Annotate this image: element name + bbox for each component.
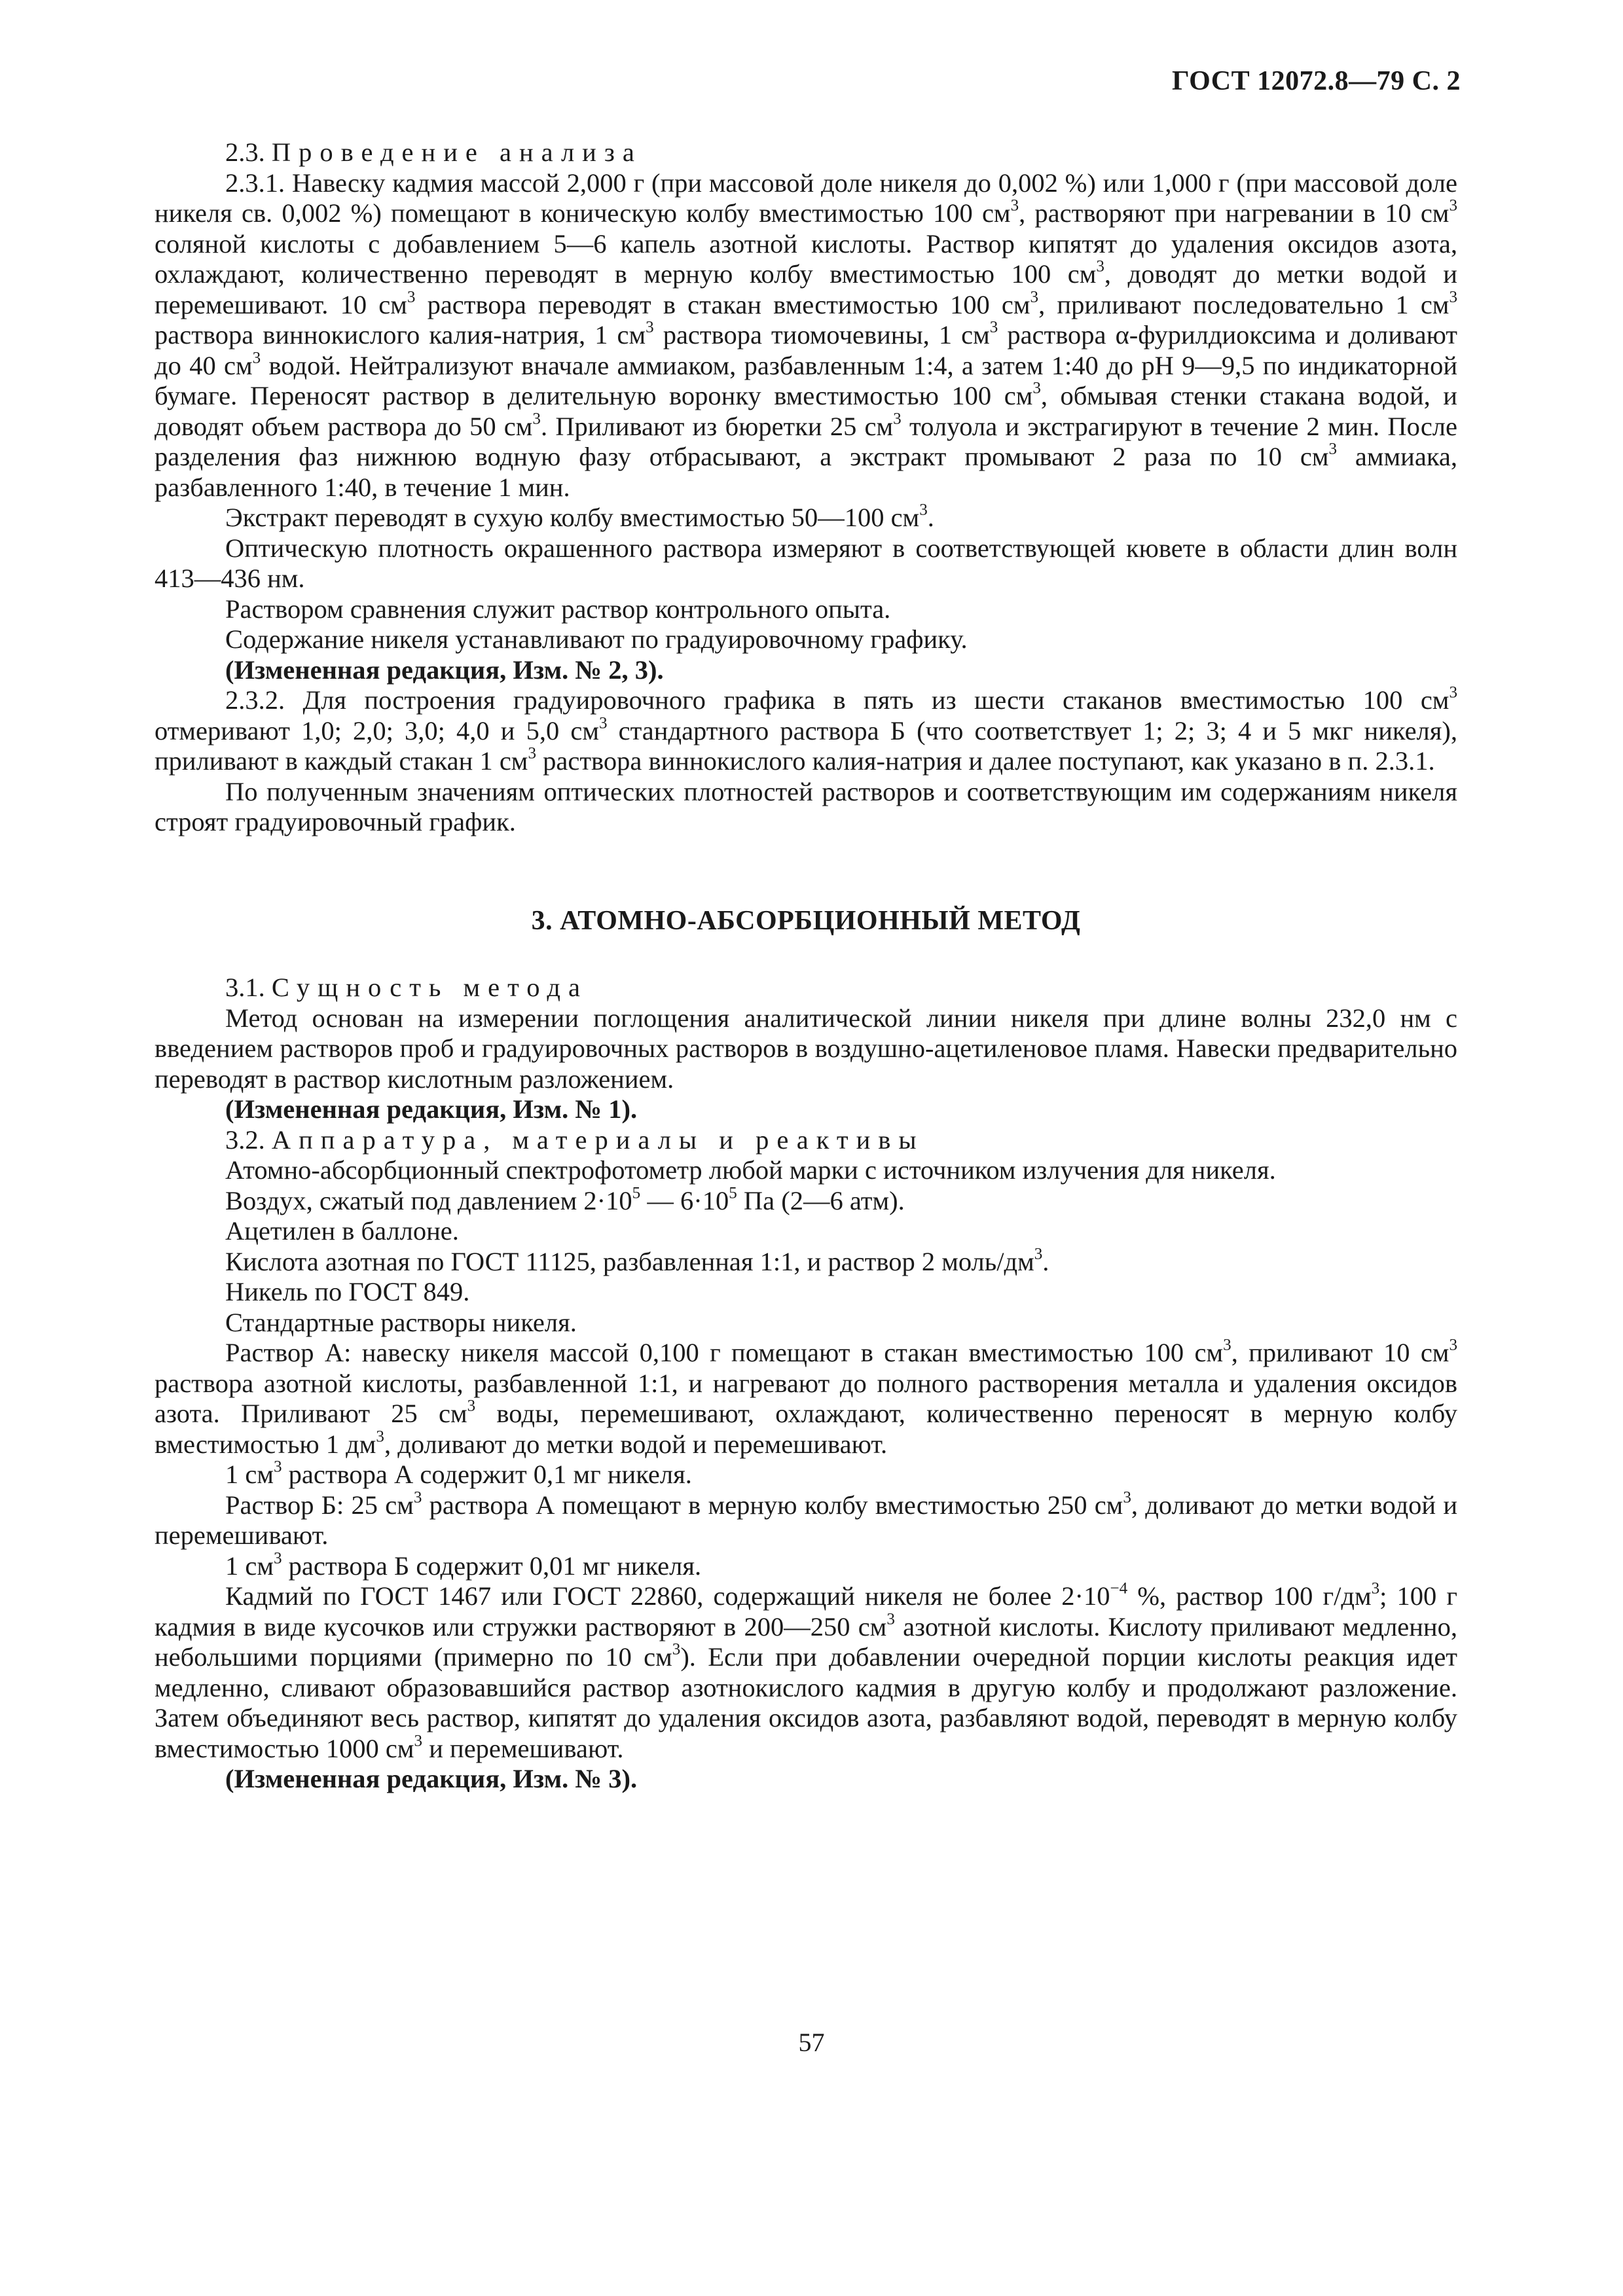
- revision-note-3-2: (Измененная редакция, Изм. № 3).: [225, 1764, 638, 1793]
- subsection-number: 3.2.: [225, 1124, 272, 1155]
- revision-note-2-3: (Измененная редакция, Изм. № 2, 3).: [225, 655, 664, 685]
- paragraph-calibration-graph: По полученным значениям оптических плотностей растворов и соответствующим им содержаниям никеля строят градуировочный график.: [155, 776, 1457, 836]
- subsection-title-2-3: [155, 137, 1457, 168]
- paragraph-nitric-acid: Кислота азотная по ГОСТ 11125, разбавленная 1:1, и раствор 2 моль/$дм^3$.: [225, 1244, 1049, 1276]
- paragraph-solution-a-contains: 1 $см^3$ раствора А содержит 0,1 мг никеля.: [225, 1458, 692, 1489]
- subsection-title-3-1: [155, 973, 1457, 1003]
- subsection-title-3-2: [155, 1125, 1457, 1156]
- paragraph-solution-b: Раствор Б: 25 $см^3$ раствора А помещают в мерную колбу вместимостью 250 $см^3$, доливают до метки водой и перемешивают.: [155, 1488, 1457, 1550]
- paragraph-2-3-2: 2.3.2. Для построения градуировочного графика в пять из шести стаканов вместимостью 100 $см^3$ отмеривают 1,0; 2,0; 3,0; 4,0 и 5,0 $см^3$ стандартного раствора Б (что соответствует 1; 2; 3; 4 и 5 мкг никеля), приливают в каждый стакан 1 $см^3$ раствора виннокислого калия-натрия и далее поступают, как указано в п. 2.3.1.: [155, 683, 1457, 776]
- paragraph-2-3-1: 2.3.1. Навеску кадмия массой 2,000 г (при массовой доле никеля до 0,002 %) или 1,000 г (при массовой доле никеля св. 0,002 %) помещают в коническую колбу вместимостью 100 $см^3$, растворяют при нагревании в 10 $см^3$ соляной кислоты с добавлением 5—6 капель азотной кислоты. Раствор кипятят до удаления оксидов азота, охлаждают, количественно переводят в мерную колбу вместимостью 100 $см^3$, доводят до метки водой и перемешивают. 10 $см^3$ раствора переводят в стакан вместимостью 100 $см^3$, приливают последовательно 1 $см^3$ раствора виннокислого калия-натрия, 1 $см^3$ раствора тиомочевины, 1 $см^3$ раствора α-фурилдиоксима и доливают до 40 $см^3$ водой. Нейтрализуют вначале аммиаком, разбавленным 1:4, а затем 1:40 до рН 9—9,5 по индикаторной бумаге. Переносят раствор в делительную воронку вместимостью 100 $см^3$, обмывая стенки стакана водой, и доводят объем раствора до 50 $см^3$. Приливают из бюретки 25 $см^3$ толуола и экстрагируют в течение 2 мин. После разделения фаз нижнюю водную фазу отбрасывают, а экстракт промывают 2 раза по 10 $см^3$ аммиака, разбавленного 1:40, в течение 1 мин.: [155, 168, 1457, 502]
- running-head: ГОСТ 12072.8—79 С. 2: [1171, 66, 1461, 96]
- paragraph-solution-a: Раствор А: навеску никеля массой 0,100 г помещают в стакан вместимостью 100 $см^3$, приливают 10 $см^3$ раствора азотной кислоты, разбавленной 1:1, и нагревают до полного растворения металла и удаления оксидов азота. Приливают 25 $см^3$ воды, перемешивают, охлаждают, количественно переносят в мерную колбу вместимостью 1 $дм^3$, доливают до метки водой и перемешивают.: [155, 1336, 1457, 1459]
- page-number: 57: [798, 2028, 825, 2057]
- paragraph-comparison: Раствором сравнения служит раствор контрольного опыта.: [225, 594, 891, 624]
- paragraph-extract: Экстракт переводят в сухую колбу вместимостью 50—100 $см^3$.: [225, 501, 934, 532]
- subsection-number: 2.3.: [225, 137, 272, 167]
- paragraph-solution-b-contains: 1 $см^3$ раствора Б содержит 0,01 мг никеля.: [225, 1549, 702, 1581]
- paragraph-nickel-content: Содержание никеля устанавливают по градуировочному графику.: [225, 624, 968, 654]
- paragraph-method-essence: Метод основан на измерении поглощения аналитической линии никеля при длине волны 232,0 нм с введением растворов проб и градуировочных растворов в воздушно-ацетиленовое пламя. Навески предварительно переводят в раствор кислотным разложением.: [155, 1003, 1457, 1094]
- paragraph-acetylene: Ацетилен в баллоне.: [225, 1216, 459, 1246]
- document-body: [155, 137, 1457, 1795]
- paragraph-cadmium: Кадмий по ГОСТ 1467 или ГОСТ 22860, содержащий никеля не более $2\cdot 10^{-4}$ %, раствор 100 $г/дм^3$; 100 г кадмия в виде кусочков или стружки растворяют в 200—250 $см^3$ азотной кислоты. Кислоту приливают медленно, небольшими порциями (примерно по 10 $см^3$). Если при добавлении очередной порции кислоты реакция идет медленно, сливают образовавшийся раствор азотнокислого кадмия в другую колбу и продолжают разложение. Затем объединяют весь раствор, кипятят до удаления оксидов азота, разбавляют водой, переводят в мерную колбу вместимостью 1000 $см^3$ и перемешивают.: [155, 1579, 1457, 1763]
- subsection-number: 3.1.: [225, 973, 272, 1002]
- subsection-title-text: Сущность метода: [271, 973, 588, 1002]
- paragraph-nickel-gost: Никель по ГОСТ 849.: [225, 1277, 470, 1306]
- section-heading-3: 3. АТОМНО-АБСОРБЦИОННЫЙ МЕТОД: [531, 905, 1081, 936]
- subsection-title-text: Проведение анализа: [271, 137, 642, 167]
- paragraph-standard-solutions: Стандартные растворы никеля.: [225, 1307, 577, 1337]
- paragraph-compressed-air: Воздух, сжатый под давлением $2\cdot 10^5$ — $6\cdot 10^5$ Па (2—6 атм).: [225, 1183, 905, 1215]
- subsection-title-text: Аппаратура, материалы и реактивы: [271, 1124, 924, 1155]
- paragraph-spectrophotometer: Атомно-абсорбционный спектрофотометр любой марки с источником излучения для никеля.: [225, 1155, 1276, 1185]
- revision-note-3-1: (Измененная редакция, Изм. № 1).: [225, 1094, 638, 1124]
- paragraph-optical-density: Оптическую плотность окрашенного раствора измеряют в соответствующей кювете в области длин волн 413—436 нм.: [155, 533, 1457, 593]
